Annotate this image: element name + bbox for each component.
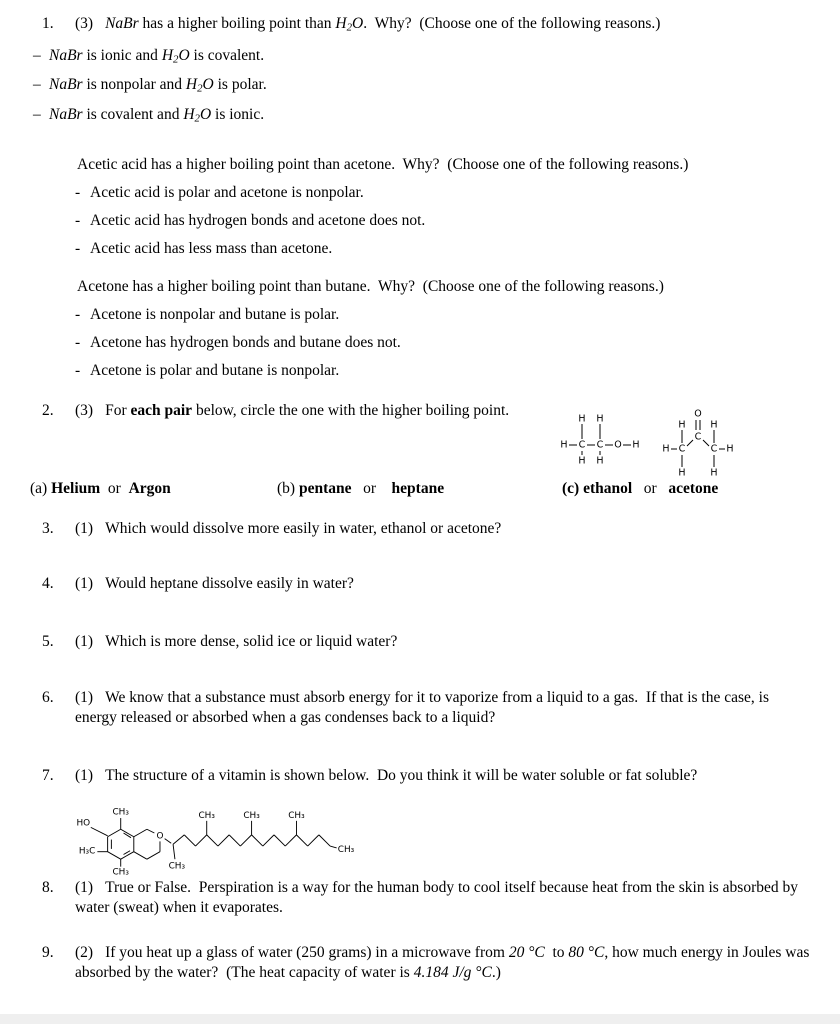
bond-line	[319, 835, 330, 846]
atom-label: H	[578, 455, 586, 467]
atom-label: H	[578, 413, 586, 425]
question-7	[42, 766, 812, 786]
bond-line	[330, 846, 337, 848]
pair-b: (b) pentane or heptane	[277, 479, 445, 497]
question-8	[42, 878, 812, 918]
bond-line	[173, 835, 184, 844]
option-dash: –	[33, 106, 41, 124]
atom-label: C	[694, 431, 702, 443]
question-7-body	[75, 766, 697, 786]
option-row	[75, 305, 812, 325]
acetic-acid-prompt	[77, 155, 812, 175]
question-1-body	[75, 14, 660, 38]
question-5-number: 5.	[42, 632, 54, 650]
question-9-body	[75, 943, 812, 983]
bond-line	[687, 440, 693, 446]
option-dash: -	[75, 239, 81, 257]
atom-label: H	[632, 439, 640, 451]
pair-c: (c) ethanol or acetone	[562, 479, 719, 497]
question-1-prompt: NaBr has a higher boiling point than $H_2O$. Why? (Choose one of the following reasons.)	[105, 15, 661, 34]
question-2-points: (3)	[75, 401, 94, 419]
question-7-number: 7.	[42, 766, 54, 784]
vitamin-structure-wrap	[72, 790, 812, 876]
option-text: NaBr is nonpolar and $H_2O$ is polar.	[49, 76, 267, 96]
atom-label: CH₃	[243, 810, 260, 821]
question-6-number: 6.	[42, 688, 54, 706]
atom-label: CH₃	[288, 810, 305, 821]
option-row	[75, 211, 812, 231]
question-4-number: 4.	[42, 574, 54, 592]
bond-line	[91, 827, 108, 835]
atom-label: H	[726, 443, 734, 455]
bond-line	[263, 835, 274, 846]
question-8-body	[75, 878, 812, 918]
bond-line	[252, 835, 263, 846]
option-row	[75, 183, 812, 203]
prompt-text: Acetic acid has a higher boiling point than acetone. Why? (Choose one of the following reasons.)	[77, 155, 689, 173]
atom-label: H	[710, 467, 718, 479]
question-3-body	[75, 519, 501, 539]
bond-line	[108, 852, 121, 859]
question-7-points: (1)	[75, 766, 94, 784]
option-text: Acetone has hydrogen bonds and butane does not.	[90, 333, 401, 351]
option-row	[75, 239, 812, 259]
ethanol-structure-diagram	[556, 411, 656, 469]
bond-line	[147, 829, 154, 833]
question-6	[42, 688, 812, 728]
atom-label: C	[578, 439, 586, 451]
question-6-body	[75, 688, 812, 728]
question-9-number: 9.	[42, 943, 54, 961]
bond-line	[240, 835, 251, 846]
atom-label: H	[596, 413, 604, 425]
atom-label: CH₃	[198, 810, 215, 821]
option-dash: –	[33, 76, 41, 94]
question-4-points: (1)	[75, 574, 94, 592]
atom-label: H₃C	[78, 846, 96, 857]
page-bottom-edge	[0, 1014, 840, 1024]
bond-line	[218, 835, 229, 846]
atom-label: HO	[76, 818, 91, 829]
question-9	[42, 943, 812, 983]
question-4-prompt: Would heptane dissolve easily in water?	[105, 574, 354, 592]
question-5-body	[75, 632, 397, 652]
question-3-points: (1)	[75, 519, 94, 537]
bond-line	[207, 835, 218, 846]
bond-line	[184, 835, 195, 846]
question-8-prompt: True or False. Perspiration is a way for the human body to cool itself because heat from the skin is absorbed by water (sweat) when it evaporates.	[75, 878, 802, 916]
question-5-points: (1)	[75, 632, 94, 650]
bond-line	[165, 838, 172, 843]
atom-label: CH₃	[112, 867, 129, 876]
option-text: NaBr is ionic and $H_2O$ is covalent.	[49, 46, 265, 66]
atom-label: C	[596, 439, 604, 451]
pair-a: (a) Helium or Argon	[30, 479, 171, 497]
atom-label: CH₃	[337, 844, 355, 855]
bond-line	[196, 835, 207, 846]
atom-label: CH₃	[112, 807, 129, 818]
bond-line	[173, 844, 175, 859]
question-1-points: (3)	[75, 15, 94, 32]
structure-diagrams	[0, 409, 812, 479]
bond-line	[296, 835, 307, 846]
bond-line	[274, 835, 285, 846]
atom-label: H	[662, 443, 670, 455]
atom-label: H	[560, 439, 568, 451]
question-9-prompt: If you heat up a glass of water (250 grams) in a microwave from 20 °C to 80 °C, how much energy in Joules was absorbed by the water? (The heat capacity of water is 4.184 J/g °C.)	[75, 943, 814, 981]
acetone-structure-diagram	[656, 407, 740, 479]
option-text: Acetic acid is polar and acetone is nonpolar.	[90, 183, 364, 201]
question-7-prompt: The structure of a vitamin is shown below. Do you think it will be water soluble or fat soluble?	[105, 766, 698, 784]
option-row	[33, 105, 812, 129]
question-9-points: (2)	[75, 943, 94, 961]
prompt-text: Acetone has a higher boiling point than butane. Why? (Choose one of the following reasons.)	[77, 277, 664, 295]
option-dash: -	[75, 211, 81, 229]
atom-label: H	[678, 419, 686, 431]
boiling-point-pairs	[0, 479, 812, 499]
question-1-options	[33, 46, 812, 129]
question-4-body	[75, 574, 354, 594]
atom-label: H	[596, 455, 604, 467]
option-row	[75, 333, 812, 353]
atom-label: H	[710, 419, 718, 431]
atom-label: O	[614, 439, 622, 451]
question-1-number: 1.	[42, 15, 54, 32]
option-text: NaBr is covalent and $H_2O$ is ionic.	[49, 106, 265, 125]
question-3	[42, 519, 812, 539]
option-text: Acetone is nonpolar and butane is polar.	[90, 305, 340, 323]
question-3-prompt: Which would dissolve more easily in water, ethanol or acetone?	[105, 519, 502, 537]
atom-label: O	[156, 831, 164, 842]
option-dash: -	[75, 183, 81, 201]
bond-line	[124, 833, 131, 838]
atom-label: C	[710, 443, 718, 455]
acetone-butane-prompt	[77, 277, 812, 297]
question-6-prompt: We know that a substance must absorb energy for it to vaporize from a liquid to a gas. If that is the case, is energy released or absorbed when a gas condenses back to a liquid?	[75, 688, 773, 726]
question-8-number: 8.	[42, 878, 54, 896]
atom-label: O	[694, 408, 702, 420]
atom-label: H	[678, 467, 686, 479]
option-dash: –	[33, 46, 41, 64]
acetone-butane-options	[75, 305, 812, 381]
option-text: Acetic acid has less mass than acetone.	[90, 239, 333, 257]
option-text: Acetic acid has hydrogen bonds and acetone does not.	[90, 211, 426, 229]
option-dash: -	[75, 333, 81, 351]
vitamin-structure-diagram	[72, 790, 362, 876]
question-4	[42, 574, 812, 594]
question-5-prompt: Which is more dense, solid ice or liquid water?	[105, 632, 398, 650]
acetic-acid-options	[75, 183, 812, 259]
question-5	[42, 632, 812, 652]
option-row	[75, 361, 812, 381]
bond-line	[134, 852, 147, 859]
question-3-number: 3.	[42, 519, 54, 537]
option-row	[33, 75, 812, 99]
bond-line	[147, 852, 160, 859]
question-2-number: 2.	[42, 401, 54, 419]
question-8-points: (1)	[75, 878, 94, 896]
option-row	[33, 46, 812, 70]
bond-line	[108, 829, 121, 836]
atom-label: CH₃	[168, 861, 186, 872]
option-dash: -	[75, 305, 81, 323]
option-text: Acetone is polar and butane is nonpolar.	[90, 361, 340, 379]
question-1	[42, 14, 812, 38]
bond-line	[703, 440, 709, 446]
option-dash: -	[75, 361, 81, 379]
bond-line	[308, 835, 319, 846]
bond-line	[285, 835, 296, 846]
bond-line	[134, 829, 147, 836]
atom-label: C	[678, 443, 686, 455]
question-6-points: (1)	[75, 688, 94, 706]
question-2-prompt: For each pair below, circle the one with the higher boiling point.	[105, 401, 510, 419]
bond-line	[229, 835, 240, 846]
